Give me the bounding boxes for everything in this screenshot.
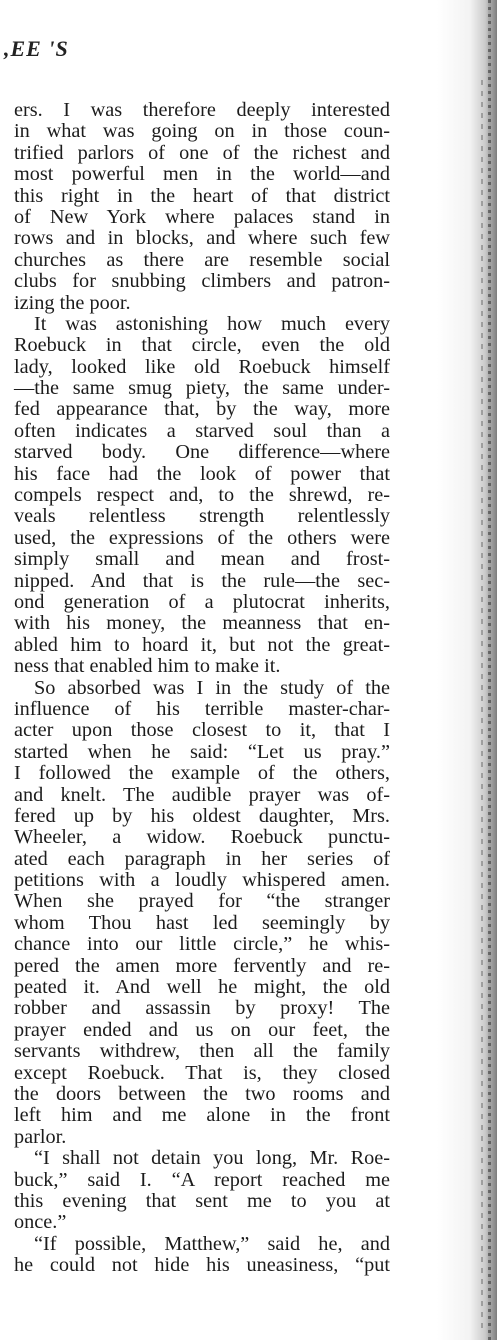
page-edge-inner bbox=[481, 80, 483, 1330]
text-line: this evening that sent me to you at bbox=[14, 1189, 390, 1212]
text-line: left him and me alone in the front bbox=[14, 1104, 390, 1127]
text-line: in what was going on in those coun- bbox=[14, 120, 390, 143]
text-line: ness that enabled him to make it. bbox=[14, 655, 281, 678]
text-line: ond generation of a plutocrat inherits, bbox=[14, 590, 390, 613]
text-line: influence of his terrible master-char- bbox=[14, 697, 390, 720]
text-line: lady, looked like old Roebuck himself bbox=[14, 355, 390, 378]
text-line: and knelt. The audible prayer was of- bbox=[14, 783, 390, 806]
text-line: used, the expressions of the others were bbox=[14, 526, 390, 549]
page-edge bbox=[488, 0, 491, 1340]
text-line: Wheeler, a widow. Roebuck punctu- bbox=[14, 826, 390, 849]
text-line: petitions with a loudly whispered amen. bbox=[14, 869, 390, 892]
body-text bbox=[14, 100, 390, 1276]
text-line: trified parlors of one of the richest and bbox=[14, 141, 390, 164]
text-line: often indicates a starved soul than a bbox=[14, 419, 390, 442]
text-line: veals relentless strength relentlessly bbox=[14, 505, 390, 528]
text-line: prayer ended and us on our feet, the bbox=[14, 1018, 390, 1041]
text-line: simply small and mean and frost- bbox=[14, 548, 390, 571]
text-line: started when he said: “Let us pray.” bbox=[14, 740, 390, 763]
text-line: he could not hide his uneasiness, “put bbox=[14, 1254, 390, 1277]
text-line: churches as there are resemble social bbox=[14, 248, 390, 271]
text-line: robber and assassin by proxy! The bbox=[14, 997, 390, 1020]
text-line: parlor. bbox=[14, 1125, 67, 1148]
running-head: ,EE 'S bbox=[4, 36, 69, 61]
text-line: compels respect and, to the shrewd, re- bbox=[14, 484, 390, 507]
text-line: clubs for snubbing climbers and patron- bbox=[14, 270, 390, 293]
text-line: except Roebuck. That is, they closed bbox=[14, 1061, 390, 1084]
text-line: rows and in blocks, and where such few bbox=[14, 227, 390, 250]
text-line: fered up by his oldest daughter, Mrs. bbox=[14, 804, 390, 827]
text-line: most powerful men in the world—and bbox=[14, 163, 390, 186]
paragraph-start-line: “If possible, Matthew,” said he, and bbox=[34, 1232, 390, 1255]
paragraph-start-line: It was astonishing how much every bbox=[34, 312, 390, 335]
text-line: his face had the look of power that bbox=[14, 462, 390, 485]
text-line: with his money, the meanness that en- bbox=[14, 612, 390, 635]
text-line: of New York where palaces stand in bbox=[14, 205, 390, 228]
text-line: ated each paragraph in her series of bbox=[14, 847, 390, 870]
text-line: ers. I was therefore deeply interested bbox=[14, 99, 390, 121]
text-line: chance into our little circle,” he whis- bbox=[14, 933, 390, 956]
text-line: once.” bbox=[14, 1211, 67, 1234]
text-line: Roebuck in that circle, even the old bbox=[14, 334, 390, 357]
text-line: this right in the heart of that district bbox=[14, 184, 390, 207]
text-line: whom Thou hast led seemingly by bbox=[14, 911, 390, 934]
text-line: nipped. And that is the rule—the sec- bbox=[14, 569, 390, 592]
text-line: buck,” said I. “A report reached me bbox=[14, 1168, 390, 1191]
text-line: abled him to hoard it, but not the great- bbox=[14, 633, 390, 656]
text-line: —the same smug piety, the same under- bbox=[14, 377, 390, 400]
text-line: the doors between the two rooms and bbox=[14, 1082, 390, 1105]
text-line: When she prayed for “the stranger bbox=[14, 890, 390, 913]
paragraph-start-line: “I shall not detain you long, Mr. Roe- bbox=[34, 1147, 390, 1170]
text-line: izing the poor. bbox=[14, 291, 131, 314]
text-line: I followed the example of the others, bbox=[14, 762, 390, 785]
text-line: fed appearance that, by the way, more bbox=[14, 398, 390, 421]
text-line: starved body. One difference—where bbox=[14, 441, 390, 464]
text-line: acter upon those closest to it, that I bbox=[14, 719, 390, 742]
text-line: peated it. And well he might, the old bbox=[14, 976, 390, 999]
text-line: pered the amen more fervently and re- bbox=[14, 954, 390, 977]
text-line: servants withdrew, then all the family bbox=[14, 1040, 390, 1063]
paragraph-start-line: So absorbed was I in the study of the bbox=[34, 676, 390, 699]
